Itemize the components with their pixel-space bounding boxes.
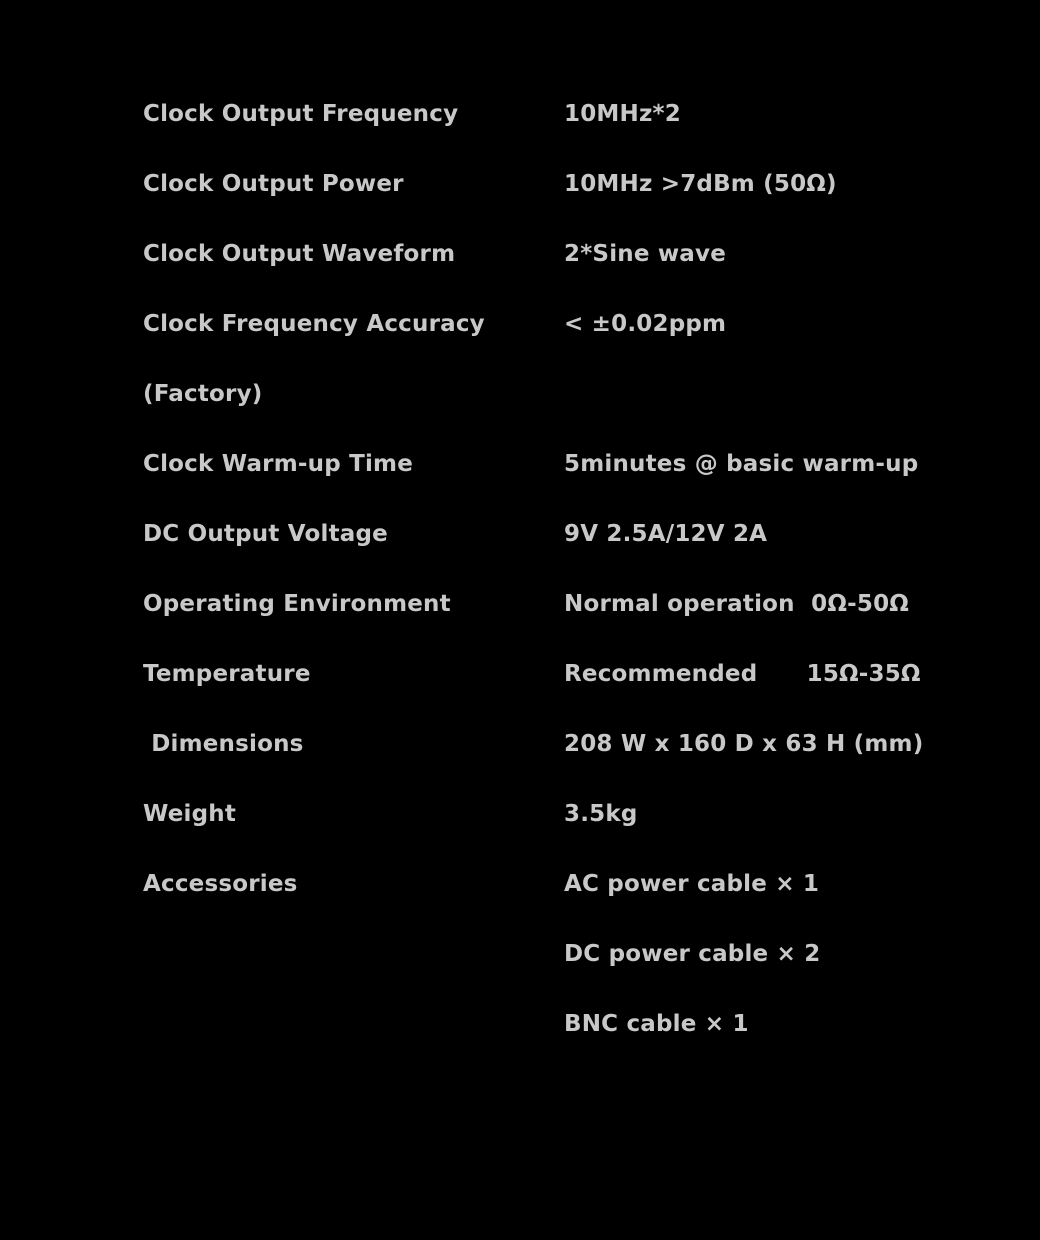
- spec-label: Clock Output Frequency: [143, 101, 459, 127]
- spec-row-clock-frequency-accuracy: [143, 289, 943, 359]
- spec-row-clock-output-waveform: [143, 219, 943, 289]
- spec-value: 208 W x 160 D x 63 H (mm): [564, 731, 924, 757]
- spec-row-clock-warm-up-time: [143, 429, 943, 499]
- spec-row-clock-output-frequency: [143, 79, 943, 149]
- spec-label: Clock Warm-up Time: [143, 451, 414, 477]
- spec-row-operating-environment: [143, 569, 943, 639]
- spec-row-temperature: [143, 639, 943, 709]
- spec-value: AC power cable × 1: [564, 871, 820, 897]
- spec-value: 3.5kg: [564, 801, 638, 827]
- spec-value: 5minutes @ basic warm-up: [564, 451, 919, 477]
- spec-value: DC power cable × 2: [564, 941, 821, 967]
- spec-row-weight: [143, 779, 943, 849]
- spec-row-accessories-dc-cable: [143, 919, 943, 989]
- spec-label: Clock Output Waveform: [143, 241, 456, 267]
- spec-value: BNC cable × 1: [564, 1011, 749, 1037]
- spec-label: Weight: [143, 801, 237, 827]
- spec-value: 9V 2.5A/12V 2A: [564, 521, 768, 547]
- spec-label: (Factory): [143, 381, 263, 407]
- spec-row-dimensions: [143, 709, 943, 779]
- spec-value: Normal operation 0Ω-50Ω: [564, 591, 910, 617]
- spec-row-clock-output-power: [143, 149, 943, 219]
- spec-row-dc-output-voltage: [143, 499, 943, 569]
- spec-row-accessories-bnc-cable: [143, 989, 943, 1059]
- spec-label: Clock Output Power: [143, 171, 404, 197]
- spec-label: Operating Environment: [143, 591, 451, 617]
- spec-value: Recommended 15Ω-35Ω: [564, 661, 921, 687]
- spec-label: Clock Frequency Accuracy: [143, 311, 485, 337]
- spec-value: 2*Sine wave: [564, 241, 727, 267]
- spec-row-factory: [143, 359, 943, 429]
- spec-label: DC Output Voltage: [143, 521, 388, 547]
- spec-label: Accessories: [143, 871, 298, 897]
- spec-label: Dimensions: [143, 731, 304, 757]
- spec-value: 10MHz >7dBm (50Ω): [564, 171, 837, 197]
- spec-row-accessories: [143, 849, 943, 919]
- spec-table: [143, 79, 943, 1059]
- spec-value: 10MHz*2: [564, 101, 681, 127]
- spec-value: < ±0.02ppm: [564, 311, 727, 337]
- spec-label: Temperature: [143, 661, 311, 687]
